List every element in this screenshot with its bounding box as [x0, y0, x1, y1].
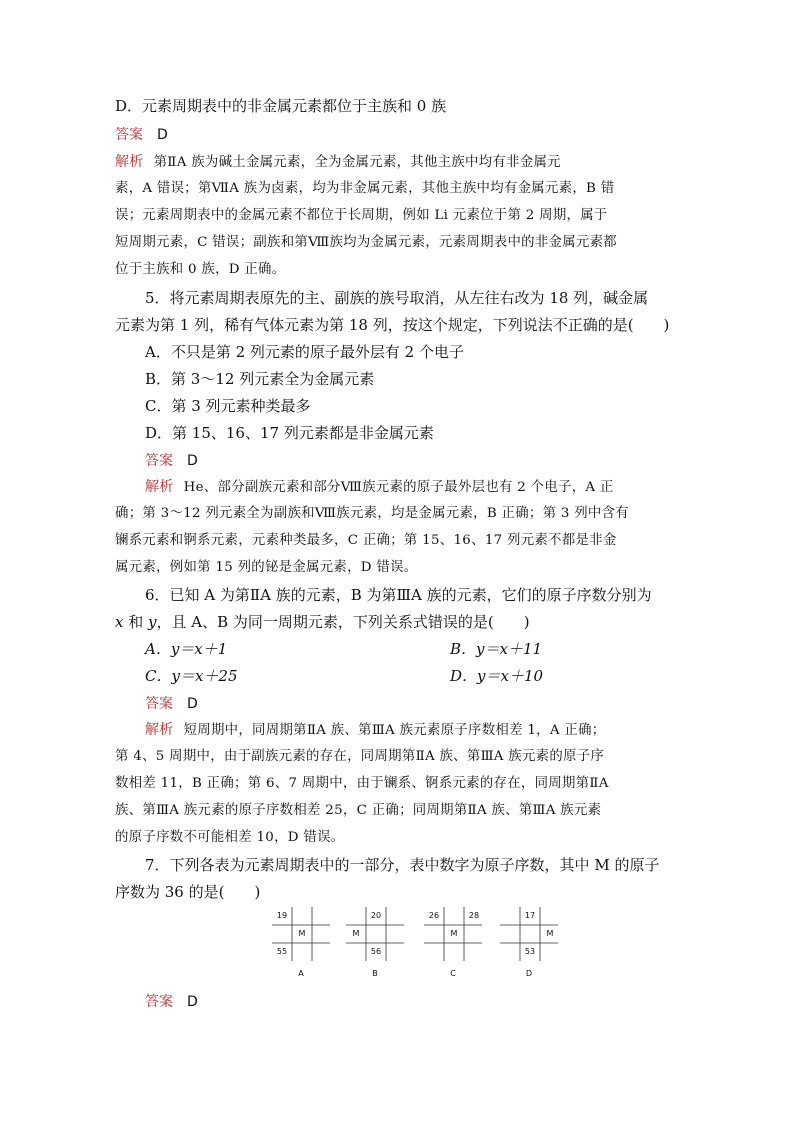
q5-answer [145, 451, 715, 470]
q7-stem-line-2: 序数为 36 的是( ) [115, 883, 261, 901]
explanation-tag: 解析 [145, 722, 174, 738]
q6-explanation-line-3: 数相差 11，B 正确；第 6、7 周期中，由于镧系、锕系元素的存在，同周期第ⅡA [115, 776, 609, 791]
q4-explanation-line-3: 误；元素周期表中的金属元素不都位于长周期，例如 Li 元素位于第 2 周期，属于 [115, 208, 608, 223]
cell-bottom: 53 [524, 947, 536, 956]
explanation-tag: 解析 [145, 479, 174, 495]
table-label: D [525, 969, 533, 978]
fragment-table-c [422, 903, 484, 983]
explanation-tag: 解析 [115, 154, 144, 170]
cell-m: M [352, 929, 360, 938]
cell-m: M [298, 929, 306, 938]
q4-explanation-line-1 [115, 153, 685, 172]
cell-m: M [546, 929, 554, 938]
cell-top: 19 [276, 911, 288, 920]
cell-m: M [450, 929, 458, 938]
q4-option-d: D．元素周期表中的非金属元素都位于主族和 0 族 [115, 97, 447, 115]
explanation-text: 第ⅡA 族为碱土金属元素，全为金属元素，其他主族中均有非金属元 [153, 155, 561, 170]
q6-explanation-line-1 [145, 721, 715, 740]
q6-option-a: A．y＝x＋1 [145, 640, 228, 658]
q5-explanation-line-4: 属元素，例如第 15 列的铋是金属元素，D 错误。 [115, 560, 418, 575]
q5-option-b: B．第 3～12 列元素全为金属元素 [145, 370, 375, 388]
answer-tag: 答案 [145, 696, 173, 712]
answer-tag: 答案 [115, 127, 143, 143]
q5-explanation-line-1 [145, 478, 715, 497]
cell-top-right: 28 [468, 911, 480, 920]
answer-value: D [187, 994, 198, 1010]
answer-value: D [187, 453, 198, 469]
q5-explanation-line-2: 确；第 3～12 列元素全为副族和Ⅷ族元素，均是金属元素，B 正确；第 3 列中含有 [115, 506, 630, 521]
fragment-table-b [344, 903, 406, 983]
variable-x: x [115, 613, 124, 631]
periodic-table-fragments [262, 903, 562, 983]
q6-stem-line-2 [115, 613, 685, 631]
stem-text: 和 [123, 613, 149, 631]
cell-bottom: 56 [370, 947, 382, 956]
q7-answer [145, 992, 715, 1011]
answer-value: D [157, 127, 168, 143]
fragment-table-a [270, 903, 332, 983]
q6-options-row-2 [145, 667, 715, 685]
table-label: A [298, 969, 304, 978]
q4-explanation-line-4: 短周期元素，C 错误；副族和第Ⅷ族均为金属元素，元素周期表中的非金属元素都 [115, 235, 617, 250]
explanation-text: He、部分副族元素和部分Ⅷ族元素的原子最外层也有 2 个电子，A 正 [183, 480, 614, 495]
q6-stem-line-1: 6．已知 A 为第ⅡA 族的元素，B 为第ⅢA 族的元素，它们的原子序数分别为 [145, 586, 652, 604]
q5-option-a: A．不只是第 2 列元素的原子最外层有 2 个电子 [145, 343, 464, 361]
q5-stem-line-1: 5．将元素周期表原先的主、副族的族号取消，从左往右改为 18 列，碱金属 [145, 289, 649, 307]
q4-explanation-line-2: 素，A 错误；第ⅦA 族为卤素，均为非金属元素，其他主族中均有金属元素，B 错 [115, 181, 615, 196]
q6-answer [145, 694, 715, 713]
q4-answer [115, 125, 685, 144]
cell-top-left: 26 [428, 911, 440, 920]
stem-text: ，且 A、B 为同一周期元素，下列关系式错误的是( ) [156, 613, 530, 631]
q6-option-d: D．y＝x＋10 [450, 667, 544, 685]
answer-value: D [187, 696, 198, 712]
q5-explanation-line-3: 镧系元素和锕系元素，元素种类最多，C 正确；第 15、16、17 列元素不都是非金 [115, 533, 617, 548]
q6-options-row-1 [145, 640, 715, 658]
answer-tag: 答案 [145, 453, 173, 469]
q5-option-d: D．第 15、16、17 列元素都是非金属元素 [145, 424, 434, 442]
table-label: B [372, 969, 378, 978]
cell-bottom: 55 [276, 947, 288, 956]
cell-top: 20 [370, 911, 382, 920]
q6-explanation-line-2: 第 4、5 周期中，由于副族元素的存在，同周期第ⅡA 族、第ⅢA 族元素的原子序 [115, 749, 605, 764]
cell-top: 17 [524, 911, 536, 920]
explanation-text: 短周期中，同周期第ⅡA 族、第ⅢA 族元素原子序数相差 1，A 正确； [183, 723, 606, 738]
q6-option-b: B．y＝x＋11 [450, 640, 543, 658]
q5-stem-line-2: 元素为第 1 列，稀有气体元素为第 18 列，按这个规定，下列说法不正确的是( ) [115, 316, 670, 334]
q6-explanation-line-4: 族、第ⅢA 族元素的原子序数相差 25，C 正确；同周期第ⅡA 族、第ⅢA 族元素 [115, 803, 602, 818]
q4-explanation-line-5: 位于主族和 0 族，D 正确。 [115, 262, 286, 277]
q7-stem-line-1: 7．下列各表为元素周期表中的一部分，表中数字为原子序数，其中 M 的原子 [145, 856, 660, 874]
q6-option-c: C．y＝x＋25 [145, 667, 238, 685]
answer-tag: 答案 [145, 994, 173, 1010]
fragment-table-d [498, 903, 560, 983]
variable-y: y [148, 613, 157, 631]
q5-option-c: C．第 3 列元素种类最多 [145, 397, 311, 415]
table-label: C [450, 969, 456, 978]
q6-explanation-line-5: 的原子序数不可能相差 10，D 错误。 [115, 830, 345, 845]
